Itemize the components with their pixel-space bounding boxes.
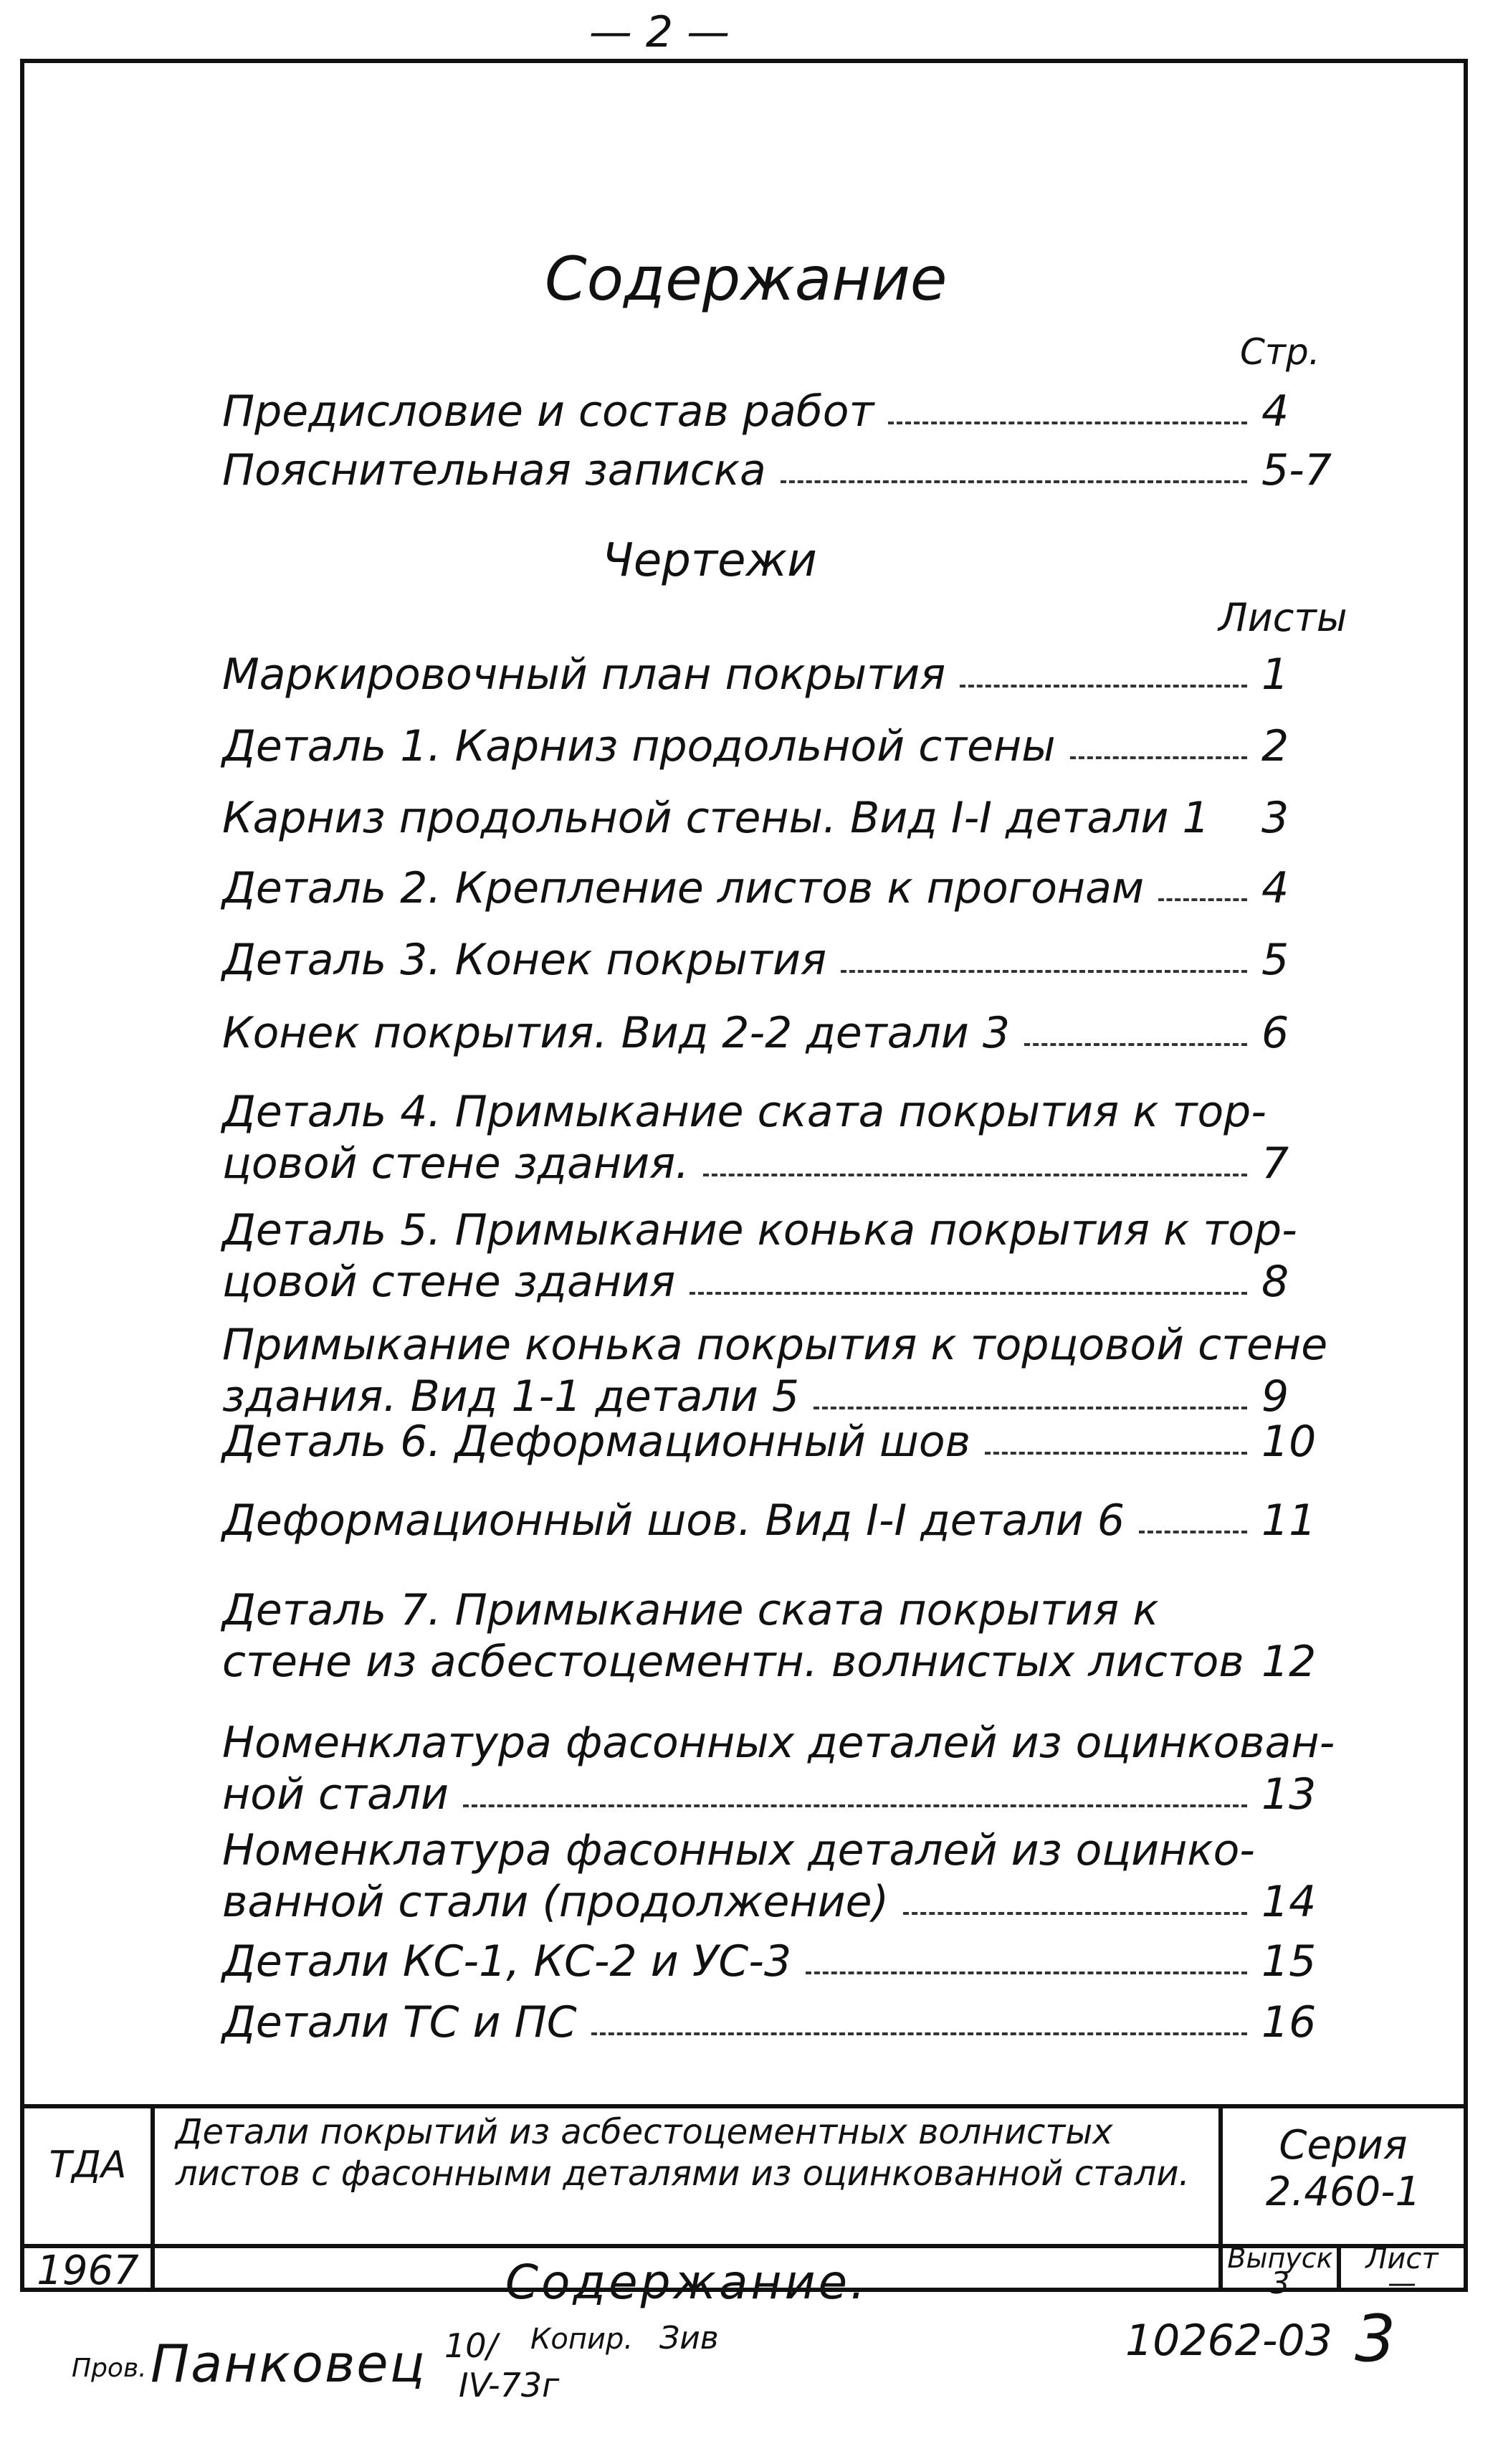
page-number: — 2 — bbox=[588, 7, 730, 57]
toc-entry-text: Маркировочный план покрытия bbox=[222, 650, 946, 700]
toc-entry-sheet: 1 bbox=[1261, 650, 1289, 700]
sheets-column-label: Листы bbox=[1218, 595, 1347, 640]
toc-entry-text-continued: цовой стене здания bbox=[222, 1257, 676, 1307]
leader-dots bbox=[888, 422, 1247, 424]
leader-dots bbox=[841, 970, 1247, 973]
leader-dots bbox=[1070, 756, 1247, 759]
toc-entry bbox=[222, 1825, 1340, 1928]
leader-dots bbox=[806, 1971, 1247, 1974]
toc-entry-text: Конек покрытия. Вид 2-2 детали 3 bbox=[222, 1008, 1011, 1058]
leader-dots bbox=[1158, 898, 1247, 901]
toc-entry bbox=[222, 1007, 1340, 1059]
toc-entry-text: Деталь 3. Конек покрытия bbox=[222, 935, 827, 985]
toc-entry-text-continued: ной стали bbox=[222, 1769, 449, 1820]
toc-entry-text: Номенклатура фасонных деталей из оцинкован- bbox=[222, 1718, 1335, 1768]
leader-dots bbox=[690, 1292, 1247, 1295]
toc-entry-sheet: 7 bbox=[1261, 1138, 1289, 1189]
toc-entry-sheet: 6 bbox=[1261, 1008, 1289, 1058]
toc-entry-page: 4 bbox=[1261, 386, 1289, 437]
leader-dots bbox=[1024, 1043, 1247, 1046]
org-code: ТДА bbox=[49, 2144, 127, 2187]
leader-dots bbox=[1139, 1531, 1247, 1533]
toc-entry-text: Номенклатура фасонных деталей из оцинко- bbox=[222, 1825, 1255, 1875]
toc-entry bbox=[222, 862, 1340, 914]
toc-entry-sheet: 13 bbox=[1261, 1769, 1317, 1820]
toc-entry-text-continued: цовой стене здания. bbox=[222, 1138, 690, 1189]
toc-entry-sheet: 11 bbox=[1261, 1495, 1317, 1546]
toc-entry-sheet: 12 bbox=[1261, 1637, 1317, 1687]
leader-dots bbox=[985, 1452, 1247, 1455]
toc-entry-text: Деталь 6. Деформационный шов bbox=[222, 1417, 970, 1467]
toc-entry-sheet: 10 bbox=[1261, 1417, 1317, 1467]
toc-entry-preface bbox=[222, 386, 1340, 437]
issue-label: Выпуск bbox=[1227, 2242, 1333, 2274]
toc-entry-sheet: 5 bbox=[1261, 935, 1289, 985]
leader-dots bbox=[463, 1804, 1247, 1807]
toc-entry-sheet: 8 bbox=[1261, 1257, 1289, 1307]
drawings-heading: Чертежи bbox=[602, 534, 817, 587]
toc-entry-text-continued: стене из асбестоцементн. волнистых листов bbox=[222, 1637, 1244, 1687]
toc-entry bbox=[222, 1416, 1340, 1468]
sheet-title: Содержание. bbox=[505, 2255, 869, 2310]
project-title: Детали покрытий из асбестоцементных волнистых листов с фасонными деталями из оцинкованной стали. bbox=[176, 2112, 1190, 2194]
toc-entry-text-continued: здания. Вид 1-1 детали 5 bbox=[222, 1371, 800, 1422]
leader-dots bbox=[903, 1912, 1247, 1915]
leader-dots bbox=[781, 480, 1247, 483]
toc-entry-text: Детали ТС и ПС bbox=[222, 1997, 577, 2047]
sheet-label: Лист bbox=[1365, 2242, 1439, 2275]
inventory-number: 10262-03 bbox=[1125, 2316, 1332, 2366]
toc-entry bbox=[222, 1584, 1340, 1688]
toc-entry-sheet: 14 bbox=[1261, 1877, 1317, 1927]
year: 1967 bbox=[37, 2247, 139, 2294]
toc-entry-text: Деталь 2. Крепление листов к прогонам bbox=[222, 863, 1145, 913]
leader-dots bbox=[960, 685, 1247, 688]
toc-entry-page: 5-7 bbox=[1261, 445, 1332, 495]
toc-entry-text: Пояснительная записка bbox=[222, 445, 766, 495]
leader-dots bbox=[591, 2032, 1247, 2035]
toc-entry-text: Деталь 7. Примыкание ската покрытия к bbox=[222, 1585, 1159, 1635]
toc-entry bbox=[222, 934, 1340, 986]
check-date-day: 10/ bbox=[444, 2326, 498, 2365]
toc-entry-text: Деформационный шов. Вид I-I детали 6 bbox=[222, 1495, 1125, 1546]
toc-entry-text: Деталь 4. Примыкание ската покрытия к тор- bbox=[222, 1087, 1266, 1137]
check-date-month-year: IV-73г bbox=[459, 2366, 560, 2404]
toc-entry bbox=[222, 792, 1340, 844]
pages-column-label: Стр. bbox=[1240, 331, 1320, 373]
toc-entry bbox=[222, 1495, 1340, 1546]
toc-entry-sheet: 16 bbox=[1261, 1997, 1317, 2047]
toc-entry bbox=[222, 1936, 1340, 1987]
toc-entry-sheet: 4 bbox=[1261, 863, 1289, 913]
toc-entry-sheet: 9 bbox=[1261, 1371, 1289, 1422]
toc-entry bbox=[222, 1204, 1340, 1308]
copier-signature: Зив bbox=[659, 2320, 719, 2356]
toc-entry bbox=[222, 649, 1340, 700]
leader-dots bbox=[703, 1174, 1247, 1176]
leader-dots bbox=[814, 1407, 1247, 1409]
toc-entry-sheet: 3 bbox=[1261, 793, 1289, 843]
toc-entry bbox=[222, 1319, 1340, 1422]
document-title: Содержание bbox=[545, 244, 948, 314]
toc-entry-sheet: 15 bbox=[1261, 1936, 1317, 1987]
sheet-index: 3 bbox=[1355, 2301, 1396, 2377]
checker-signature: Панковец bbox=[151, 2334, 426, 2394]
checker-label: Пров. bbox=[72, 2354, 147, 2383]
toc-entry-text-continued: ванной стали (продолжение) bbox=[222, 1877, 889, 1927]
toc-entry bbox=[222, 1997, 1340, 2048]
toc-entry-text: Деталь 1. Карниз продольной стены bbox=[222, 721, 1056, 771]
toc-entry bbox=[222, 720, 1340, 772]
toc-entry bbox=[222, 1717, 1340, 1820]
toc-entry-sheet: 2 bbox=[1261, 721, 1289, 771]
toc-entry-text: Предисловие и состав работ bbox=[222, 386, 874, 437]
toc-entry bbox=[222, 1086, 1340, 1189]
toc-entry-text: Карниз продольной стены. Вид I-I детали 1 bbox=[222, 793, 1210, 843]
series-value: 2.460-1 bbox=[1265, 2169, 1421, 2215]
toc-entry-explanatory-note bbox=[222, 444, 1340, 496]
sheet-value: — bbox=[1388, 2267, 1416, 2300]
issue-value: 3 bbox=[1270, 2265, 1290, 2301]
toc-entry-text: Примыкание конька покрытия к торцовой стене bbox=[222, 1320, 1328, 1370]
series-label: Серия bbox=[1279, 2122, 1408, 2169]
copier-label: Копир. bbox=[530, 2323, 634, 2356]
toc-entry-text: Детали КС-1, КС-2 и УС-3 bbox=[222, 1936, 792, 1987]
toc-entry-text: Деталь 5. Примыкание конька покрытия к тор- bbox=[222, 1205, 1297, 1255]
